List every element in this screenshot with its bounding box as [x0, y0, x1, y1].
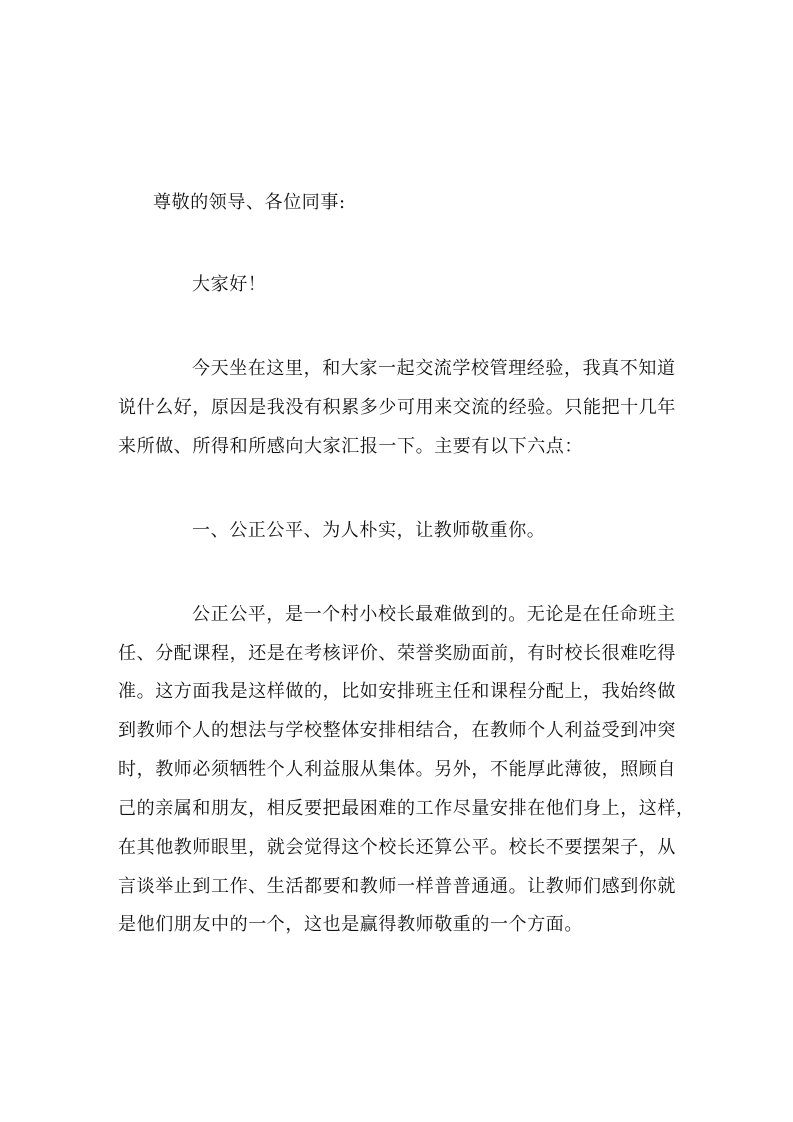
- greeting: 大家好！: [192, 274, 267, 295]
- salutation: 尊敬的领导、各位同事:: [153, 192, 346, 213]
- paragraph-line: 说什么好，原因是我没有积累多少可用来交流的经验。只能把十几年: [118, 397, 676, 418]
- paragraph-line: 言谈举止到工作、生活都要和教师一样普普通通。让教师们感到你就: [118, 876, 676, 897]
- paragraph-line: 己的亲属和朋友，相反要把最困难的工作尽量安排在他们身上，这样，: [118, 798, 695, 819]
- section-heading: 一、公正公平、为人朴实，让教师敬重你。: [192, 520, 546, 541]
- paragraph-line: 公正公平，是一个村小校长最难做到的。无论是在任命班主: [192, 604, 676, 625]
- paragraph-line: 准。这方面我是这样做的，比如安排班主任和课程分配上，我始终做: [118, 681, 676, 702]
- paragraph-line: 到教师个人的想法与学校整体安排相结合，在教师个人利益受到冲突: [118, 720, 676, 741]
- paragraph-line: 今天坐在这里，和大家一起交流学校管理经验，我真不知道: [192, 358, 676, 379]
- paragraph-line: 任、分配课程，还是在考核评价、荣誉奖励面前，有时校长很难吃得: [118, 643, 676, 664]
- paragraph-line: 是他们朋友中的一个，这也是赢得教师敬重的一个方面。: [118, 914, 583, 935]
- paragraph-line: 来所做、所得和所感向大家汇报一下。主要有以下六点：: [118, 436, 583, 457]
- paragraph-line: 时，教师必须牺牲个人利益服从集体。另外，不能厚此薄彼，照顾自: [118, 759, 676, 780]
- paragraph-line: 在其他教师眼里，就会觉得这个校长还算公平。校长不要摆架子，从: [118, 837, 676, 858]
